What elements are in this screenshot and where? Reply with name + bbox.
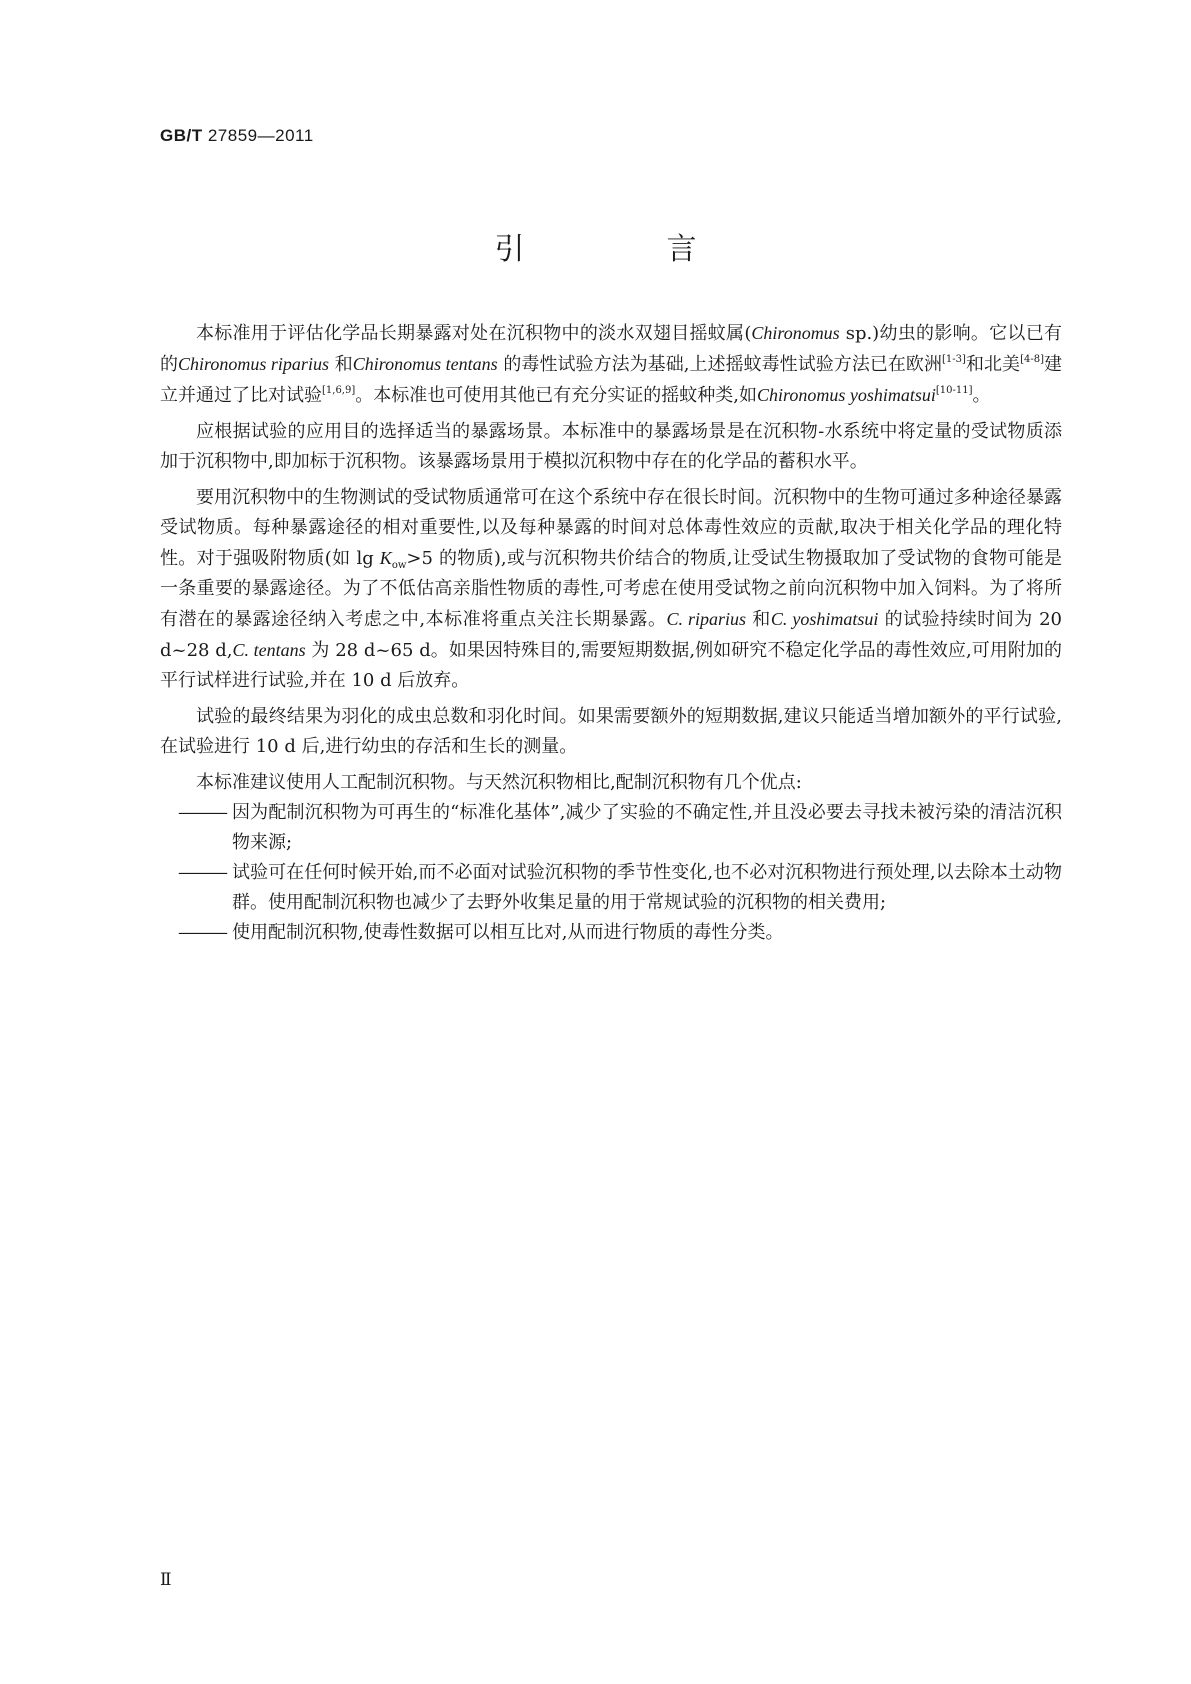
page-number: Ⅱ [160, 1570, 172, 1589]
reference-citation: [4-8] [1020, 354, 1044, 365]
standard-code: 27859—2011 [207, 126, 314, 145]
species-name: Chironomus riparius [178, 354, 329, 374]
page-title: 引 言 [494, 232, 753, 267]
paragraph-3: 要用沉积物中的生物测试的受试物质通常可在这个系统中存在很长时间。沉积物中的生物可通过多种途径暴露受试物质。每种暴露途径的相对重要性,以及每种暴露的时间对总体毒性效应的贡献,取决于相关化学品的理化特性。对于强吸附物质(如 $\lg K_{ow}>5$ 的物质),或与沉积物共价结合的物质,让受试生物摄取加了受试物的食物可能是一条重要的暴露途径。为了不低估高亲脂性物质的毒性,可考虑在使用受试物之前向沉积物中加入饲料。为了将所有潜在的暴露途径纳入考虑之中,本标准将重点关注长期暴露。C. riparius 和C. yoshimatsui 的试验持续时间为 20 d~28 d,C. tentans 为 28 d~65 d。如果因特殊目的,需要短期数据,例如研究不稳定化学品的毒性效应,可用附加的平行试样进行试验,并在 10 d 后放弃。 [160, 487, 1063, 691]
standard-prefix: GB/T [160, 126, 203, 145]
list-dash: ——— [178, 862, 226, 883]
reference-citation: [10-11] [935, 385, 973, 396]
list-dash: ——— [178, 802, 226, 823]
paragraph-1: 本标准用于评估化学品长期暴露对处在沉积物中的淡水双翅目摇蚊属(Chironomus sp.)幼虫的影响。它以已有的Chironomus riparius 和Chironomus tentans 的毒性试验方法为基础,上述摇蚊毒性试验方法已在欧洲[1-3]和北美[4-8]建立并通过了比对试验[1,6,9]。本标准也可使用其他已有充分实证的摇蚊种类,如Chironomus yoshimatsui[10-11]。 [160, 323, 1063, 406]
reference-citation: [1-3] [942, 354, 966, 365]
standard-number [160, 126, 314, 146]
list-item: ——— 试验可在任何时候开始,而不必面对试验沉积物的季节性变化,也不必对沉积物进行预处理,以去除本土动物群。使用配制沉积物也减少了去野外收集足量的用于常规试验的沉积物的相关费用; [160, 858, 1062, 918]
partition-coefficient-symbol: K [379, 548, 392, 568]
species-name: C. tentans [232, 640, 306, 660]
list-item: ——— 因为配制沉积物为可再生的“标准化基体”,减少了实验的不确定性,并且没必要去寻找未被污染的清洁沉积物来源; [160, 798, 1062, 858]
reference-citation: [1,6,9] [322, 385, 356, 396]
introduction-body [160, 318, 1062, 948]
advantages-list [160, 798, 1062, 948]
genus-name: Chironomus [751, 323, 840, 343]
paragraph-4: 试验的最终结果为羽化的成虫总数和羽化时间。如果需要额外的短期数据,建议只能适当增加额外的平行试验,在试验进行 10 d 后,进行幼虫的存活和生长的测量。 [160, 706, 1062, 757]
species-name: C. riparius [666, 609, 747, 629]
list-item: ——— 使用配制沉积物,使毒性数据可以相互比对,从而进行物质的毒性分类。 [160, 918, 1062, 948]
species-name: Chironomus tentans [352, 354, 498, 374]
paragraph-5: 本标准建议使用人工配制沉积物。与天然沉积物相比,配制沉积物有几个优点: [196, 772, 802, 793]
paragraph-2: 应根据试验的应用目的选择适当的暴露场景。本标准中的暴露场景是在沉积物-水系统中将定量的受试物质添加于沉积物中,即加标于沉积物。该暴露场景用于模拟沉积物中存在的化学品的蓄积水平。 [160, 421, 1062, 472]
species-name: C. yoshimatsui [770, 609, 879, 629]
species-name: Chironomus yoshimatsui [756, 385, 936, 405]
list-dash: ——— [178, 922, 226, 943]
